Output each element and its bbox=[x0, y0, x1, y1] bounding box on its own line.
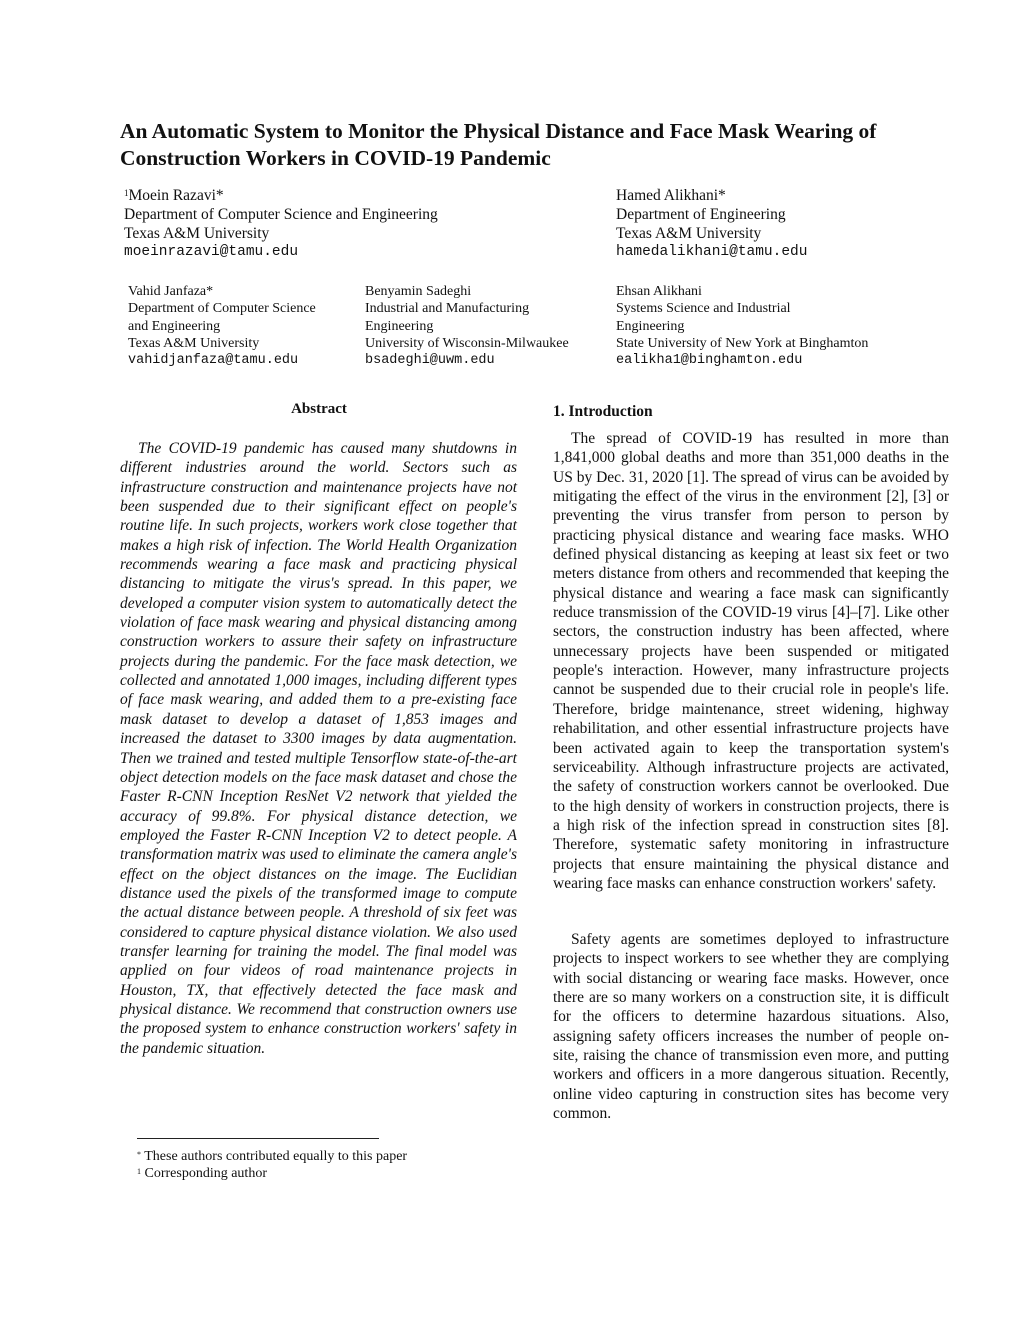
footnote-text: These authors contributed equally to this paper bbox=[144, 1149, 408, 1164]
footnote-marker: * bbox=[137, 1150, 141, 1159]
author-block-sadeghi bbox=[365, 283, 569, 369]
author-block-h-alikhani bbox=[616, 186, 807, 262]
author-name: Vahid Janfaza* bbox=[128, 284, 214, 299]
footnote-divider bbox=[137, 1138, 379, 1139]
author-name: Benyamin Sadeghi bbox=[365, 284, 472, 299]
author-department: Department of Computer Science and Engineering bbox=[124, 206, 438, 223]
author-email[interactable]: vahidjanfaza@tamu.edu bbox=[128, 353, 299, 369]
author-name: Ehsan Alikhani bbox=[616, 284, 702, 299]
author-block-razavi bbox=[124, 186, 438, 262]
author-department-cont: Engineering bbox=[365, 318, 434, 334]
footnote-text: Corresponding author bbox=[144, 1166, 267, 1181]
author-department-cont: and Engineering bbox=[128, 318, 221, 334]
footnote-marker: 1 bbox=[137, 1167, 141, 1176]
author-department: Systems Science and Industrial bbox=[616, 301, 791, 317]
introduction-paragraph: The spread of COVID-19 has resulted in more than 1,841,000 global deaths and more than 351,000 deaths in the US by Dec. 31, 2020 [1]. The spread of virus can be avoided by mitigating the effect of the virus in the environment [2], [3] or preventing the virus transfer from person to person by practicing physical distance and wearing face masks. WHO defined physical distancing as keeping at least six feet or two meters distance from others and recommended that keeping the physical distance and wearing a face mask can significantly reduce transmission of the COVID-19 virus [4]–[7]. Like other sectors, the construction industry has been affected, where unnecessary projects have been suspended or mitigated people's interaction. However, many infrastructure projects cannot be suspended due to their crucial role in people's life. Therefore, bridge maintenance, street widening, highway rehabilitation, and other essential infrastructure projects have been activated again to keep the transportation system's serviceability. Although infrastructure projects are activated, the safety of construction workers cannot be overlooked. Due to the high density of workers in construction projects, there is a high risk of the infection spread in construction sites [8]. Therefore, systematic safety monitoring in infrastructure projects that ensure maintaining the physical distance and wearing face masks can enhance construction workers' safety. bbox=[553, 430, 949, 892]
author-marker: 1 bbox=[124, 188, 129, 198]
author-block-e-alikhani bbox=[616, 283, 868, 369]
author-institution: Texas A&M University bbox=[124, 225, 270, 242]
author-department-cont: Engineering bbox=[616, 318, 685, 334]
introduction-paragraph: Safety agents are sometimes deployed to infrastructure projects to inspect workers to see whether they are complying with social distancing or wearing face masks. However, once there are so many workers on a construction site, it is difficult for the officers to determine hazardous situations. Also, assigning safety officers increases the number of people on-site, raising the chance of transmission even more, and putting workers and officers in a more dangerous situation. Recently, online video capturing in construction sites has become very common. bbox=[553, 931, 949, 1123]
author-email[interactable]: hamedalikhani@tamu.edu bbox=[616, 244, 808, 260]
author-institution: State University of New York at Binghamton bbox=[616, 335, 869, 351]
abstract-body: The COVID-19 pandemic has caused many shutdowns in different industries around the world. Sectors such as infrastructure construction and maintenance projects have not been suspended due to their significant effect on people's routine life. In such projects, workers work close together that makes a high risk of infection. The World Health Organization recommends wearing a face mask and practicing physical distancing to mitigate the virus's spread. In this paper, we developed a computer vision system to automatically detect the violation of face mask wearing and physical distancing among construction workers to assure their safety on infrastructure projects during the pandemic. For the face mask detection, we collected and annotated 1,000 images, including different types of face mask wearing, and added them to a pre-existing face mask dataset to develop a dataset of 1,853 images and increased the dataset to 3300 images by data augmentation. Then we trained and tested multiple Tensorflow state-of-the-art object detection models on the face mask dataset and chose the Faster R-CNN Inception ResNet V2 network that yielded the accuracy of 99.8%. For physical distance detection, we employed the Faster R-CNN Inception V2 to detect people. A transformation matrix was used to eliminate the camera angle's effect on the object distances on the image. The Euclidian distance used the pixels of the transformed image to compute the actual distance between people. A threshold of six feet was considered to capture physical distance violation. We also used transfer learning for training the model. The final model was applied on four videos of road maintenance projects in Houston, TX, that effectively detected the face mask and physical distance. We recommend that construction owners use the proposed system to enhance construction workers' safety in the pandemic situation. bbox=[120, 440, 517, 1057]
author-block-janfaza bbox=[128, 283, 316, 369]
author-institution: Texas A&M University bbox=[128, 335, 260, 351]
author-name: $^1$Moein Razavi* bbox=[124, 187, 224, 204]
author-email[interactable]: moeinrazavi@tamu.edu bbox=[124, 244, 299, 260]
footnote bbox=[137, 1165, 267, 1182]
introduction-heading: 1. Introduction bbox=[553, 403, 653, 420]
author-department: Department of Engineering bbox=[616, 206, 786, 223]
author-email[interactable]: bsadeghi@uwm.edu bbox=[365, 353, 495, 369]
author-email[interactable]: ealikha1@binghamton.edu bbox=[616, 353, 803, 369]
author-name: Hamed Alikhani* bbox=[616, 187, 726, 204]
author-institution: University of Wisconsin-Milwaukee bbox=[365, 335, 569, 351]
author-department: Industrial and Manufacturing bbox=[365, 301, 530, 317]
footnote bbox=[137, 1148, 407, 1165]
author-institution: Texas A&M University bbox=[616, 225, 762, 242]
abstract-heading: Abstract bbox=[291, 401, 347, 417]
paper-title: An Automatic System to Monitor the Physical Distance and Face Mask Wearing of Construction Workers in COVID-19 Pandemic bbox=[120, 119, 877, 170]
author-department: Department of Computer Science bbox=[128, 301, 316, 317]
